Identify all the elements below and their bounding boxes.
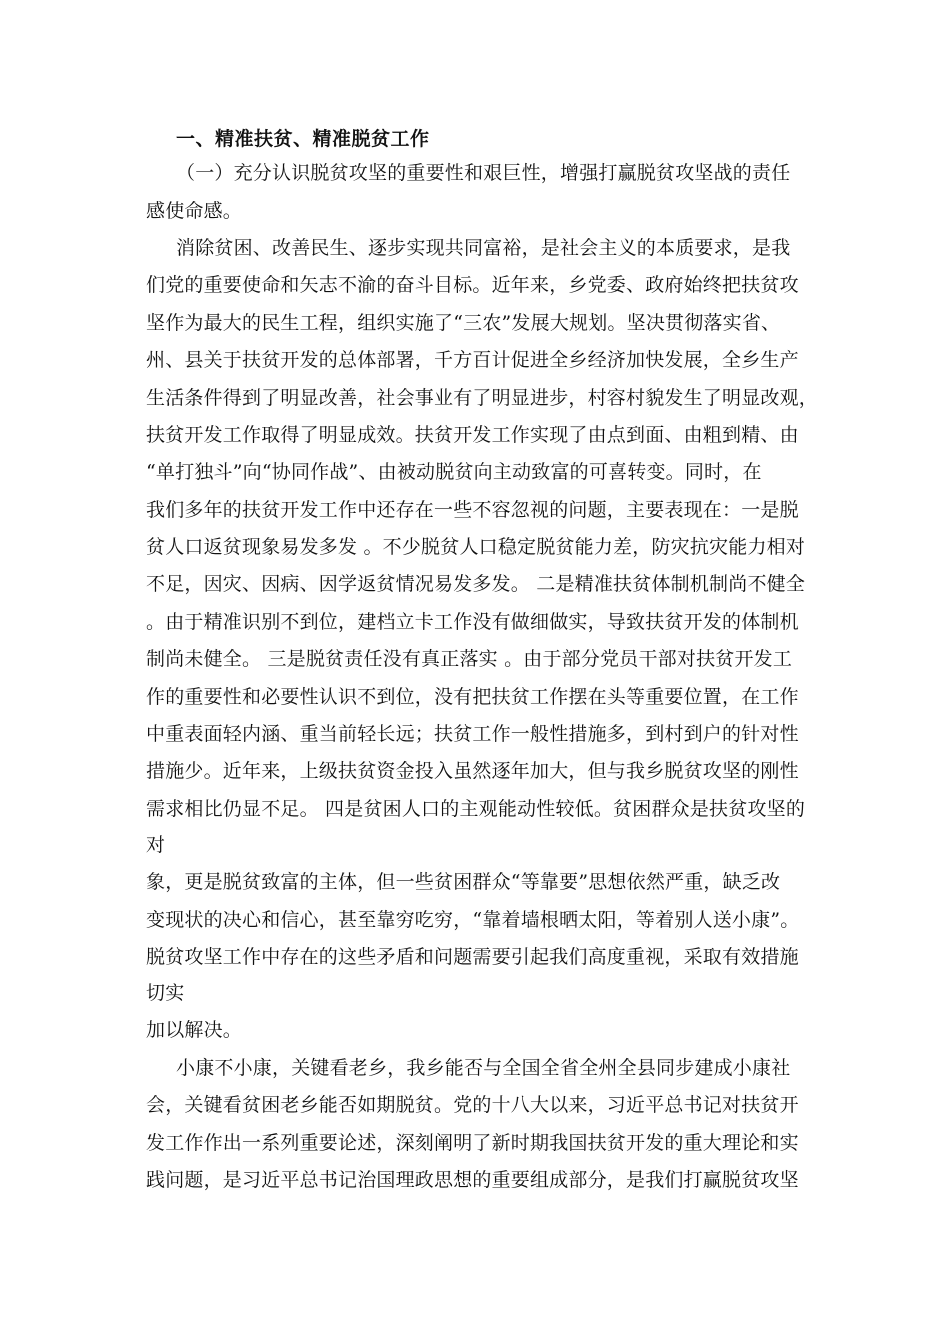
body-line: 脱贫攻坚工作中存在的这些矛盾和问题需要引起我们高度重视，采取有效措施 <box>146 946 799 968</box>
body-line: 加以解决。 <box>146 1019 243 1041</box>
body-line: 践问题，是习近平总书记治国理政思想的重要组成部分，是我们打赢脱贫攻坚 <box>146 1169 799 1191</box>
body-line: 需求相比仍显不足。 四是贫困人口的主观能动性较低。贫困群众是扶贫攻坚的 <box>146 798 806 820</box>
body-line: 们党的重要使命和矢志不渝的奋斗目标。近年来，乡党委、政府始终把扶贫攻 <box>146 274 799 296</box>
body-line: 发工作作出一系列重要论述，深刻阐明了新时期我国扶贫开发的重大理论和实 <box>146 1132 799 1154</box>
body-line: 消除贫困、改善民生、逐步实现共同富裕，是社会主义的本质要求，是我 <box>176 237 791 259</box>
body-line: （一）充分认识脱贫攻坚的重要性和艰巨性，增强打赢脱贫攻坚战的责任 <box>176 162 791 184</box>
body-line: 扶贫开发工作取得了明显成效。扶贫开发工作实现了由点到面、由粗到精、由 <box>146 424 799 446</box>
body-line: 贫人口返贫现象易发多发 。不少脱贫人口稳定脱贫能力差，防灾抗灾能力相对 <box>146 536 806 558</box>
body-line: 生活条件得到了明显改善，社会事业有了明显进步，村容村貌发生了明显改观， <box>146 387 819 409</box>
body-line: 。由于精准识别不到位，建档立卡工作没有做细做实，导致扶贫开发的体制机 <box>146 611 799 633</box>
body-line: 州、县关于扶贫开发的总体部署，千方百计促进全乡经济加快发展，全乡生产 <box>146 349 799 371</box>
body-line: 变现状的决心和信心，甚至靠穷吃穷，“靠着墙根晒太阳，等着别人送小康”。 <box>146 909 800 931</box>
body-line: 坚作为最大的民生工程，组织实施了“三农”发展大规划。坚决贯彻落实省、 <box>146 312 781 334</box>
body-line: 制尚未健全。 三是脱贫责任没有真正落实 。由于部分党员干部对扶贫开发工 <box>146 648 793 670</box>
body-line: 措施少。近年来，上级扶贫资金投入虽然逐年加大，但与我乡脱贫攻坚的刚性 <box>146 760 799 782</box>
body-line: 感使命感。 <box>146 200 243 222</box>
body-line: 作的重要性和必要性认识不到位，没有把扶贫工作摆在头等重要位置，在工作 <box>146 686 799 708</box>
body-line: 象，更是脱贫致富的主体，但一些贫困群众“等靠要”思想依然严重，缺乏改 <box>146 871 781 893</box>
section-heading: 一、精准扶贫、精准脱贫工作 <box>176 128 430 150</box>
body-line: 不足，因灾、因病、因学返贫情况易发多发。 二是精准扶贫体制机制尚不健全 <box>146 573 806 595</box>
body-line: 小康不小康，关键看老乡，我乡能否与全国全省全州全县同步建成小康社 <box>176 1057 791 1079</box>
body-line: 切实 <box>146 982 185 1004</box>
body-line: 中重表面轻内涵、重当前轻长远；扶贫工作一般性措施多，到村到户的针对性 <box>146 723 799 745</box>
body-line: “单打独斗”向“协同作战”、由被动脱贫向主动致富的可喜转变。同时，在 <box>146 461 762 483</box>
body-line: 会，关键看贫困老乡能否如期脱贫。党的十八大以来，习近平总书记对扶贫开 <box>146 1094 799 1116</box>
body-line: 我们多年的扶贫开发工作中还存在一些不容忽视的问题，主要表现在：一是脱 <box>146 499 799 521</box>
body-line: 对 <box>146 834 166 856</box>
